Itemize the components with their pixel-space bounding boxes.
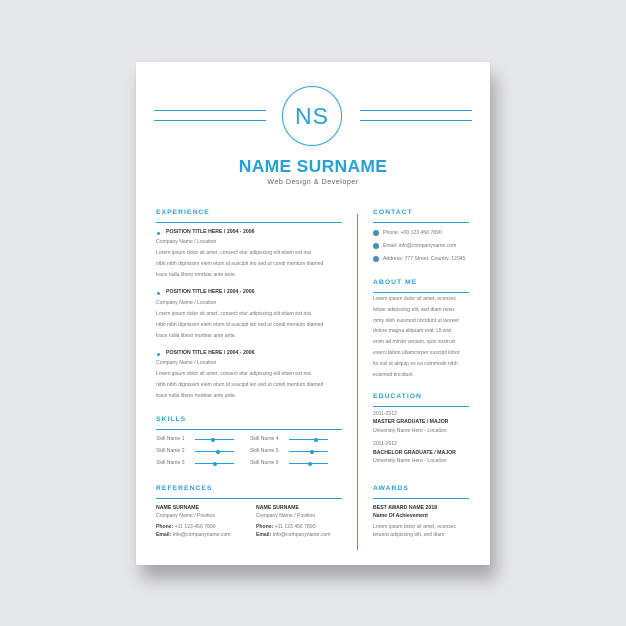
skill-level-knob	[308, 462, 312, 466]
candidate-role: Web Design & Developer	[267, 177, 359, 186]
contact-email: Email: info@companyname.com	[383, 243, 457, 249]
description-line: trace nulla libero morbiar ante ante.	[156, 332, 237, 339]
about-line: tetuer adipiscing elit, sed diam nonu	[373, 306, 455, 313]
about-text	[373, 294, 460, 380]
skill-label: Skill Name 6	[250, 460, 279, 466]
skill-level-knob	[211, 438, 215, 442]
bullet-dot	[157, 232, 160, 235]
education-years: 2011-2012	[373, 411, 397, 417]
bullet-dot	[157, 292, 160, 295]
bullet-dot	[157, 353, 160, 356]
skills-heading: SKILLS	[156, 416, 187, 423]
skill-label: Skill Name 3	[156, 460, 185, 466]
job-description	[156, 309, 323, 341]
education-place: University Name Here - Location	[373, 458, 447, 464]
about-rule	[373, 292, 469, 293]
about-heading: ABOUT ME	[373, 279, 418, 286]
reference-email: Email: info@companyname.com	[256, 532, 331, 538]
location-icon	[373, 256, 379, 262]
skill-level-bar	[195, 451, 234, 452]
awards-rule	[373, 498, 469, 499]
contact-address: Address: 777 Street, Country, 12345	[383, 256, 466, 262]
skill-label: Skill Name 4	[250, 436, 279, 442]
education-place: University Name Here - Location	[373, 428, 447, 434]
skill-level-bar	[289, 451, 328, 452]
phone-icon	[373, 230, 379, 236]
about-line: tis nisl ut aliquip ex ea commodo nibh	[373, 360, 458, 367]
description-line: trace nulla libero morbiar ante ante.	[156, 271, 237, 278]
job-title: POSITION TITLE HERE / 2004 - 2006	[166, 350, 255, 356]
skill-level-knob	[213, 462, 217, 466]
education-degree: MASTER GRADUATE / MAJOR	[373, 419, 449, 425]
reference-company: Company Name / Position	[256, 513, 316, 519]
resume-page	[136, 62, 490, 565]
skill-label: Skill Name 1	[156, 436, 185, 442]
skill-level-bar	[195, 439, 234, 440]
contact-rule	[373, 222, 469, 223]
header-line-left-bottom	[154, 120, 266, 121]
header-line-left-top	[154, 110, 266, 111]
education-years: 2011-2012	[373, 441, 397, 447]
monogram-initials: NS	[282, 86, 342, 146]
description-line: Lorem ipsum dolor sit amet, consect etur adipiscing elit etiam est nisi	[156, 250, 312, 256]
header-line-right-bottom	[360, 120, 472, 121]
awards-heading: AWARDS	[373, 485, 409, 492]
reference-phone: Phone: +11 123 456 7890	[156, 524, 216, 530]
reference-company: Company Name / Position	[156, 513, 216, 519]
contact-phone: Phone: +00 123 456 7890	[383, 230, 442, 236]
job-description	[156, 369, 323, 401]
experience-rule	[156, 222, 342, 223]
award-name: BEST AWARD NAME 2018	[373, 505, 438, 511]
job-company: Company Name / Location	[156, 360, 217, 366]
description-line: nibh nibh dignissim elem etum id suscipit leo sed ut condi mentum diamed	[156, 321, 324, 328]
column-divider	[357, 214, 358, 550]
about-line: dolore magna aliquam erat. Ut wisi	[373, 328, 452, 335]
job-description	[156, 248, 323, 280]
skill-level-knob	[216, 450, 220, 454]
about-line: Lorem ipsum dolor sit amet, econsec	[373, 296, 457, 302]
candidate-name: NAME SURNAME	[238, 156, 388, 176]
job-title: POSITION TITLE HERE / 2004 - 2006	[166, 229, 255, 235]
about-line: exerci tation ullamcorper suscipit lobor	[373, 349, 460, 356]
award-achievement: Name Of Achievement	[373, 513, 428, 519]
job-company: Company Name / Location	[156, 300, 217, 306]
skill-label: Skill Name 5	[250, 448, 279, 454]
description-line: Lorem ipsum dolor sit amet, consect etur adipiscing elit etiam est nisi	[156, 371, 312, 377]
header-line-right-top	[360, 110, 472, 111]
education-degree: BACHELOR GRADUATE / MAJOR	[373, 450, 456, 456]
reference-name: NAME SURNAME	[256, 505, 299, 511]
skill-level-bar	[289, 439, 328, 440]
description-line: nibh nibh dignissim elem etum id suscipit leo sed ut condi mentum diamed	[156, 260, 324, 267]
skill-label: Skill Name 2	[156, 448, 185, 454]
reference-name: NAME SURNAME	[156, 505, 199, 511]
award-description-line: Lorem ipsum dolor sit amet, econsec	[373, 524, 457, 530]
education-rule	[373, 406, 469, 407]
award-description-line: tetuera adipiscing elit, sed diam	[373, 532, 445, 538]
description-line: Lorem ipsum dolor sit amet, consect etur adipiscing elit etiam est nisi	[156, 311, 312, 317]
job-title: POSITION TITLE HERE / 2004 - 2006	[166, 289, 255, 295]
description-line: nibh nibh dignissim elem etum id suscipit leo sed ut condi mentum diamed	[156, 381, 324, 388]
reference-phone: Phone: +11 123 456 7890	[256, 524, 316, 530]
references-heading: REFERENCES	[156, 485, 213, 492]
skill-level-bar	[195, 463, 234, 464]
skills-rule	[156, 429, 342, 430]
about-line: enim ad minim veniam, quis nostrud	[373, 339, 455, 346]
references-rule	[156, 498, 342, 499]
job-company: Company Name / Location	[156, 239, 217, 245]
about-line: euismod tincidunt .	[373, 371, 416, 378]
skill-level-knob	[314, 438, 318, 442]
about-line: mmy nibh euismod tincidunt ut laoreet	[373, 317, 459, 324]
reference-email: Email: info@companyname.com	[156, 532, 231, 538]
email-icon	[373, 243, 379, 249]
experience-heading: EXPERIENCE	[156, 209, 210, 216]
skill-level-bar	[289, 463, 328, 464]
contact-heading: CONTACT	[373, 209, 413, 216]
education-heading: EDUCATION	[373, 393, 422, 400]
description-line: trace nulla libero morbiar ante ante.	[156, 392, 237, 399]
skill-level-knob	[310, 450, 314, 454]
